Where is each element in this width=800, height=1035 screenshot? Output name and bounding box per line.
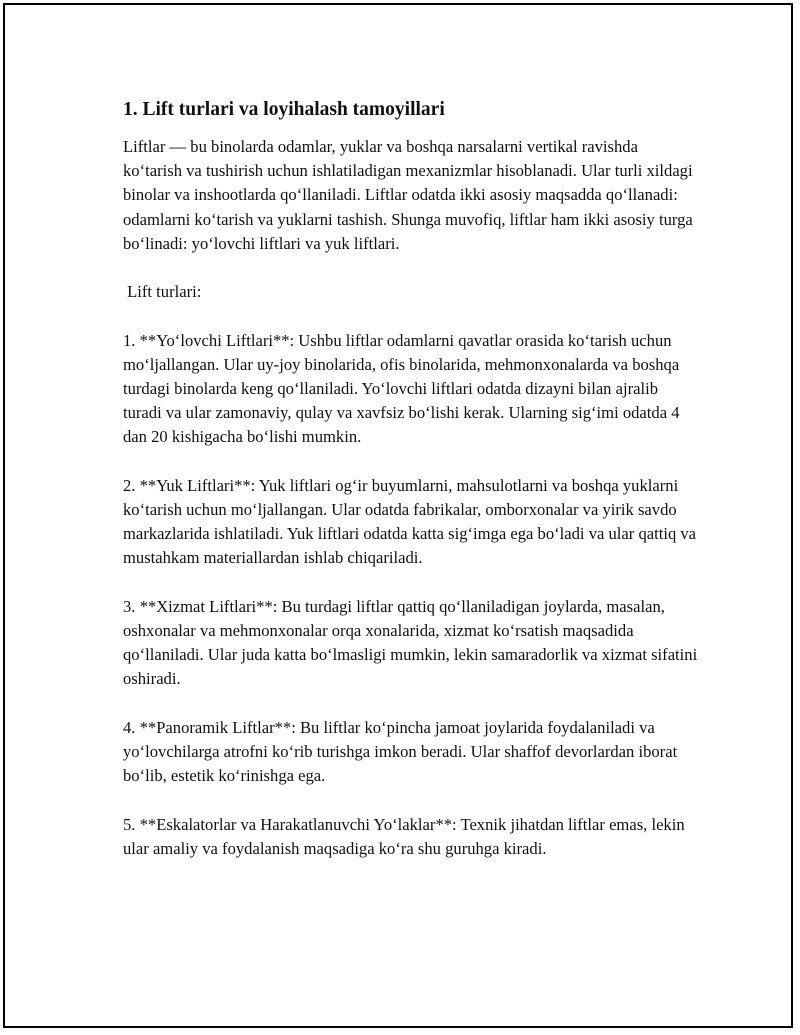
intro-paragraph: Liftlar — bu binolarda odamlar, yuklar va boshqa narsalarni vertikal ravishda ko‘tarish va tushirish uchun ishlatiladigan mexanizmlar hisoblanadi. Ular turli xildagi binolar va inshootlarda qo‘llaniladi. Liftlar odatda ikki asosiy maqsadda qo‘llanadi: odamlarni ko‘tarish va yuklarni tashish. Shunga muvofiq, liftlar ham ikki asosiy turga bo‘linadi: yo‘lovchi liftlari va yuk liftlari. [123, 137, 697, 253]
page-frame [3, 3, 793, 1028]
list-item-service-lifts: 3. **Xizmat Liftlari**: Bu turdagi liftlar qattiq qo‘llaniladigan joylarda, masalan, oshxonalar va mehmonxonalar orqa xonalarida, xizmat ko‘rsatish maqsadida qo‘llaniladi. Ular juda katta bo‘lmasligi mumkin, lekin samaradorlik va xizmat sifatini oshiradi. [123, 596, 702, 689]
list-item-escalators: 5. **Eskalatorlar va Harakatlanuvchi Yo‘laklar**: Texnik jihatdan liftlar emas, lekin ular amaliy va foydalanish maqsadiga ko‘ra shu guruhga kiradi. [123, 814, 689, 858]
document-body [123, 97, 702, 885]
list-item-panoramic-lifts: 4. **Panoramik Liftlar**: Bu liftlar ko‘pincha jamoat joylarida foydalaniladi va yo‘lovchilarga atrofni ko‘rib turishga imkon beradi. Ular shaffof devorlardan iborat bo‘lib, estetik ko‘rinishga ega. [123, 717, 682, 786]
list-item-passenger-lifts: 1. **Yo‘lovchi Liftlari**: Ushbu liftlar odamlarni qavatlar orasida ko‘tarish uchun mo‘ljallangan. Ular uy-joy binolarida, ofis binolarida, mehmonxonalarda va boshqa turdagi binolarda keng qo‘llaniladi. Yo‘lovchi liftlari odatda dizayni bilan ajralib turadi va ular zamonaviy, qulay va xavfsiz bo‘lishi kerak. Ularning sig‘imi odatda 4 dan 20 kishigacha bo‘lishi mumkin. [123, 330, 684, 447]
lift-types-label: Lift turlari: [123, 282, 202, 302]
list-item-freight-lifts: 2. **Yuk Liftlari**: Yuk liftlari og‘ir buyumlarni, mahsulotlarni va boshqa yuklarni ko‘tarish uchun mo‘ljallangan. Ular odatda fabrikalar, omborxonalar va yirik savdo markazlarida ishlatiladi. Yuk liftlari odatda katta sig‘imga ega bo‘ladi va ular qattiq va mustahkam materiallardan ishlab chiqariladi. [123, 475, 701, 568]
section-heading: 1. Lift turlari va loyihalash tamoyillari [123, 99, 445, 120]
